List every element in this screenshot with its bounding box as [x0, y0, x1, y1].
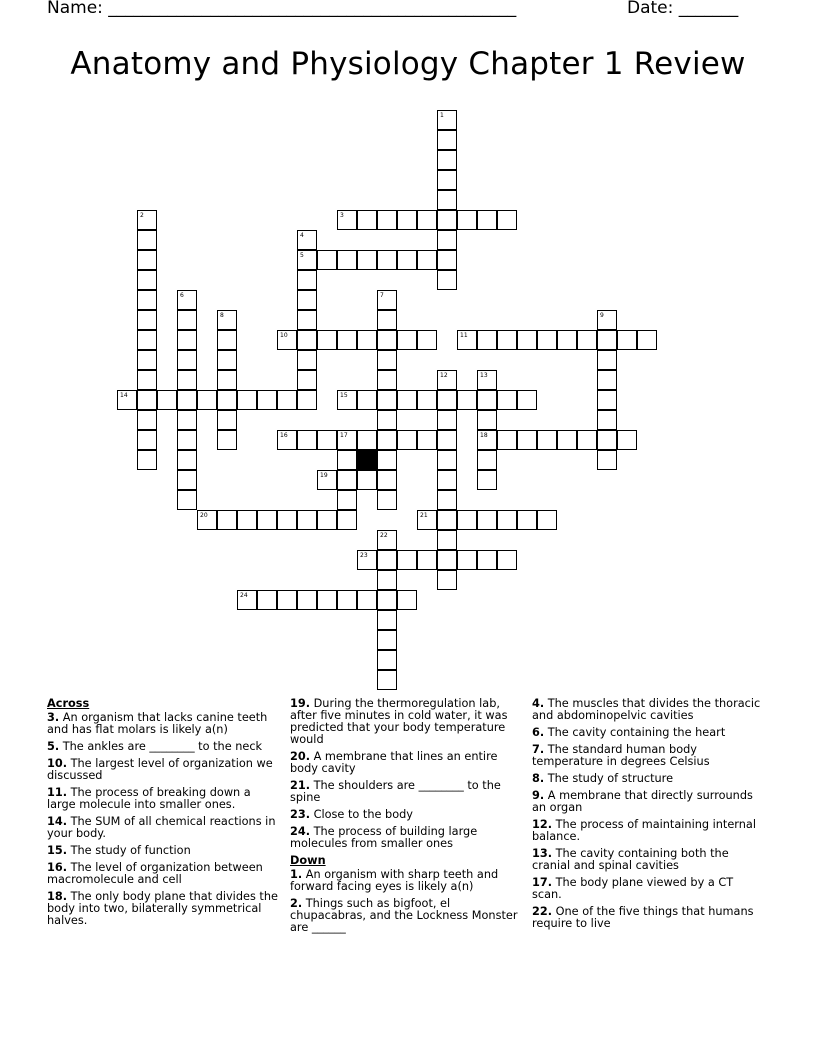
crossword-cell[interactable]	[377, 590, 397, 610]
crossword-cell[interactable]	[177, 470, 197, 490]
crossword-cell[interactable]	[477, 370, 497, 390]
clue-item: 6. The cavity containing the heart	[532, 726, 726, 739]
crossword-cell[interactable]	[537, 510, 557, 530]
across-heading: Across	[47, 697, 90, 710]
crossword-cell[interactable]	[497, 210, 517, 230]
clue-item: 1. An organism with sharp teeth and forward facing eyes is likely a(n)	[290, 868, 499, 893]
crossword-cell[interactable]	[157, 390, 177, 410]
crossword-cell[interactable]	[297, 330, 317, 350]
crossword-cell[interactable]	[517, 430, 537, 450]
clue-number: 6	[180, 292, 184, 299]
crossword-cell[interactable]	[437, 190, 457, 210]
crossword-cell[interactable]	[357, 430, 377, 450]
clue-item: 10. The largest level of organization we discussed	[47, 757, 273, 782]
crossword-cell[interactable]	[457, 550, 477, 570]
clue-item: 21. The shoulders are ________ to the spine	[290, 779, 501, 804]
crossword-cell[interactable]	[297, 590, 317, 610]
clue-number: 12	[440, 372, 448, 379]
clue-item: 16. The level of organization between macromolecule and cell	[47, 861, 263, 886]
crossword-cell[interactable]	[397, 250, 417, 270]
crossword-cell[interactable]	[117, 390, 137, 410]
clue-item: 23. Close to the body	[290, 808, 413, 821]
crossword-cell[interactable]	[417, 550, 437, 570]
crossword-cell[interactable]	[437, 210, 457, 230]
crossword-cell[interactable]	[217, 410, 237, 430]
crossword-cell[interactable]	[417, 510, 437, 530]
crossword-cell[interactable]	[337, 430, 357, 450]
crossword-cell[interactable]	[477, 470, 497, 490]
crossword-cell[interactable]	[437, 370, 457, 390]
crossword-cell[interactable]	[557, 330, 577, 350]
crossword-cell[interactable]	[357, 210, 377, 230]
date-line[interactable]: Date: _______	[627, 0, 739, 18]
crossword-cell[interactable]	[437, 570, 457, 590]
crossword-cell[interactable]	[357, 470, 377, 490]
crossword-cell[interactable]	[177, 430, 197, 450]
clue-number: 17	[340, 432, 348, 439]
name-line[interactable]: Name: ________________________________________________	[47, 0, 517, 18]
crossword-cell[interactable]	[477, 410, 497, 430]
crossword-cell[interactable]	[297, 370, 317, 390]
crossword-cell[interactable]	[597, 430, 617, 450]
crossword-cell[interactable]	[337, 590, 357, 610]
clue-item: 18. The only body plane that divides the body into two, bilaterally symmetrical halves.	[47, 890, 278, 927]
crossword-cell[interactable]	[377, 250, 397, 270]
crossword-cell[interactable]	[297, 350, 317, 370]
crossword-cell[interactable]	[177, 490, 197, 510]
crossword-cell[interactable]	[537, 330, 557, 350]
crossword-cell[interactable]	[357, 250, 377, 270]
crossword-cell[interactable]	[377, 610, 397, 630]
crossword-cell[interactable]	[477, 330, 497, 350]
clue-number: 19	[320, 472, 328, 479]
crossword-cell[interactable]	[477, 390, 497, 410]
crossword-cell[interactable]	[137, 290, 157, 310]
crossword-cell[interactable]	[497, 430, 517, 450]
crossword-cell[interactable]	[437, 490, 457, 510]
crossword-cell[interactable]	[417, 390, 437, 410]
crossword-cell[interactable]	[377, 350, 397, 370]
crossword-cell[interactable]	[377, 550, 397, 570]
crossword-cell[interactable]	[217, 430, 237, 450]
crossword-cell[interactable]	[417, 210, 437, 230]
crossword-cell[interactable]	[137, 230, 157, 250]
crossword-cell[interactable]	[517, 390, 537, 410]
clue-number: 7	[380, 292, 384, 299]
crossword-cell[interactable]	[137, 210, 157, 230]
crossword-cell[interactable]	[377, 370, 397, 390]
clue-item: 9. A membrane that directly surrounds an organ	[532, 789, 753, 814]
crossword-cell[interactable]	[177, 350, 197, 370]
crossword-cell[interactable]	[597, 310, 617, 330]
crossword-cell[interactable]	[437, 270, 457, 290]
crossword-cell[interactable]	[357, 330, 377, 350]
crossword-cell[interactable]	[417, 250, 437, 270]
crossword-cell[interactable]	[637, 330, 657, 350]
crossword-cell[interactable]	[337, 470, 357, 490]
crossword-cell[interactable]	[137, 310, 157, 330]
crossword-cell[interactable]	[277, 510, 297, 530]
crossword-cell[interactable]	[257, 390, 277, 410]
crossword-cell[interactable]	[397, 210, 417, 230]
crossword-cell[interactable]	[377, 310, 397, 330]
crossword-cell[interactable]	[477, 210, 497, 230]
crossword-cell[interactable]	[137, 330, 157, 350]
crossword-cell[interactable]	[377, 410, 397, 430]
page-title: Anatomy and Physiology Chapter 1 Review	[70, 46, 746, 82]
crossword-cell[interactable]	[297, 270, 317, 290]
crossword-cell[interactable]	[337, 510, 357, 530]
crossword-cell[interactable]	[177, 290, 197, 310]
crossword-cell[interactable]	[377, 330, 397, 350]
crossword-cell[interactable]	[357, 390, 377, 410]
crossword-cell[interactable]	[437, 470, 457, 490]
crossword-cell[interactable]	[217, 350, 237, 370]
crossword-cell[interactable]	[177, 390, 197, 410]
clue-item: 22. One of the five things that humans require to live	[532, 905, 754, 930]
crossword-cell[interactable]	[437, 170, 457, 190]
crossword-cell[interactable]	[277, 330, 297, 350]
crossword-cell[interactable]	[437, 390, 457, 410]
crossword-cell[interactable]	[317, 470, 337, 490]
clue-item: 24. The process of building large molecules from smaller ones	[290, 825, 478, 850]
clue-item: 20. A membrane that lines an entire body cavity	[290, 750, 498, 775]
crossword-cell[interactable]	[297, 290, 317, 310]
clue-number: 16	[280, 432, 288, 439]
crossword-cell[interactable]	[317, 330, 337, 350]
clue-number: 18	[480, 432, 488, 439]
crossword-cell[interactable]	[437, 430, 457, 450]
crossword-cell[interactable]	[437, 410, 457, 430]
clue-number: 11	[460, 332, 468, 339]
crossword-cell[interactable]	[377, 450, 397, 470]
crossword-cell[interactable]	[337, 390, 357, 410]
crossword-cell[interactable]	[597, 330, 617, 350]
clue-number: 1	[440, 112, 444, 119]
crossword-cell[interactable]	[437, 250, 457, 270]
crossword-cell[interactable]	[397, 330, 417, 350]
crossword-cell[interactable]	[297, 390, 317, 410]
crossword-cell[interactable]	[137, 350, 157, 370]
down-heading: Down	[290, 854, 326, 867]
clue-number: 2	[140, 212, 144, 219]
clue-item: 4. The muscles that divides the thoracic and abdominopelvic cavities	[532, 697, 761, 722]
crossword-cell[interactable]	[377, 570, 397, 590]
crossword-cell[interactable]	[217, 370, 237, 390]
crossword-cell[interactable]	[297, 230, 317, 250]
crossword-cell[interactable]	[397, 390, 417, 410]
crossword-cell[interactable]	[437, 230, 457, 250]
clue-item: 7. The standard human body temperature in degrees Celsius	[532, 743, 710, 768]
crossword-cell[interactable]	[477, 510, 497, 530]
crossword-cell[interactable]	[177, 330, 197, 350]
black-square	[357, 450, 377, 470]
crossword-cell[interactable]	[377, 650, 397, 670]
crossword-cell[interactable]	[437, 450, 457, 470]
crossword-cell[interactable]	[277, 430, 297, 450]
crossword-cell[interactable]	[517, 510, 537, 530]
clue-number: 22	[380, 532, 388, 539]
crossword-cell[interactable]	[377, 470, 397, 490]
crossword-cell[interactable]	[217, 390, 237, 410]
crossword-cell[interactable]	[337, 450, 357, 470]
crossword-cell[interactable]	[497, 550, 517, 570]
crossword-cell[interactable]	[297, 250, 317, 270]
clue-number: 20	[200, 512, 208, 519]
crossword-cell[interactable]	[137, 250, 157, 270]
crossword-cell[interactable]	[397, 550, 417, 570]
crossword-cell[interactable]	[297, 430, 317, 450]
crossword-cell[interactable]	[137, 390, 157, 410]
crossword-cell[interactable]	[617, 330, 637, 350]
clues-column-2	[290, 698, 522, 939]
crossword-cell[interactable]	[317, 590, 337, 610]
clue-number: 24	[240, 592, 248, 599]
clue-item: 14. The SUM of all chemical reactions in your body.	[47, 815, 276, 840]
crossword-cell[interactable]	[197, 510, 217, 530]
crossword-cell[interactable]	[177, 410, 197, 430]
crossword-cell[interactable]	[377, 490, 397, 510]
clue-item: 15. The study of function	[47, 844, 191, 857]
crossword-cell[interactable]	[177, 370, 197, 390]
crossword-cell[interactable]	[237, 390, 257, 410]
clue-number: 5	[300, 252, 304, 259]
crossword-cell[interactable]	[337, 250, 357, 270]
crossword-cell[interactable]	[357, 550, 377, 570]
crossword-cell[interactable]	[437, 130, 457, 150]
crossword-cell[interactable]	[197, 390, 217, 410]
crossword-cell[interactable]	[497, 510, 517, 530]
clue-number: 8	[220, 312, 224, 319]
crossword-cell[interactable]	[597, 350, 617, 370]
crossword-cell[interactable]	[437, 550, 457, 570]
crossword-cell[interactable]	[577, 430, 597, 450]
crossword-cell[interactable]	[337, 210, 357, 230]
crossword-cell[interactable]	[577, 330, 597, 350]
clue-item: 17. The body plane viewed by a CT scan.	[532, 876, 734, 901]
crossword-cell[interactable]	[477, 550, 497, 570]
crossword-cell[interactable]	[537, 430, 557, 450]
crossword-cell[interactable]	[437, 510, 457, 530]
clue-number: 21	[420, 512, 428, 519]
clue-number: 13	[480, 372, 488, 379]
crossword-cell[interactable]	[377, 290, 397, 310]
clue-item: 5. The ankles are ________ to the neck	[47, 740, 263, 753]
crossword-cell[interactable]	[137, 370, 157, 390]
clue-item: 2. Things such as bigfoot, el chupacabras, and the Lockness Monster are ______	[290, 897, 518, 934]
crossword-cell[interactable]	[457, 330, 477, 350]
clue-number: 9	[600, 312, 604, 319]
crossword-cell[interactable]	[557, 430, 577, 450]
clue-item: 8. The study of structure	[532, 772, 674, 785]
crossword-cell[interactable]	[437, 150, 457, 170]
crossword-cell[interactable]	[377, 670, 397, 690]
crossword-cell[interactable]	[177, 310, 197, 330]
crossword-cell[interactable]	[417, 430, 437, 450]
crossword-cell[interactable]	[517, 330, 537, 350]
crossword-cell[interactable]	[237, 590, 257, 610]
crossword-cell[interactable]	[397, 430, 417, 450]
crossword-cell[interactable]	[317, 430, 337, 450]
crossword-cell[interactable]	[137, 450, 157, 470]
crossword-cell[interactable]	[617, 430, 637, 450]
crossword-cell[interactable]	[297, 510, 317, 530]
clue-number: 14	[120, 392, 128, 399]
crossword-cell[interactable]	[337, 330, 357, 350]
crossword-cell[interactable]	[257, 510, 277, 530]
clue-number: 10	[280, 332, 288, 339]
crossword-cell[interactable]	[217, 510, 237, 530]
crossword-cell[interactable]	[457, 510, 477, 530]
crossword-cell[interactable]	[597, 450, 617, 470]
crossword-cell[interactable]	[457, 390, 477, 410]
crossword-cell[interactable]	[297, 310, 317, 330]
crossword-cell[interactable]	[217, 330, 237, 350]
clue-item: 13. The cavity containing both the cranial and spinal cavities	[532, 847, 729, 872]
clue-number: 4	[300, 232, 304, 239]
crossword-cell[interactable]	[177, 450, 197, 470]
clue-number: 15	[340, 392, 348, 399]
crossword-cell[interactable]	[357, 590, 377, 610]
clue-item: 19. During the thermoregulation lab, after five minutes in cold water, it was predicted that your body temperature would	[290, 697, 508, 746]
crossword-cell[interactable]	[137, 410, 157, 430]
crossword-cell[interactable]	[317, 510, 337, 530]
crossword-cell[interactable]	[237, 510, 257, 530]
crossword-cell[interactable]	[337, 490, 357, 510]
crossword-cell[interactable]	[437, 110, 457, 130]
crossword-cell[interactable]	[277, 590, 297, 610]
clues-column-1	[47, 698, 279, 932]
crossword-cell[interactable]	[277, 390, 297, 410]
clues-column-3	[532, 698, 764, 935]
crossword-cell[interactable]	[377, 630, 397, 650]
crossword-cell[interactable]	[377, 390, 397, 410]
clue-item: 3. An organism that lacks canine teeth and has flat molars is likely a(n)	[47, 711, 268, 736]
crossword-cell[interactable]	[457, 210, 477, 230]
crossword-cell[interactable]	[597, 390, 617, 410]
crossword-cell[interactable]	[377, 210, 397, 230]
crossword-cell[interactable]	[137, 270, 157, 290]
crossword-cell[interactable]	[257, 590, 277, 610]
clue-item: 11. The process of breaking down a large molecule into smaller ones.	[47, 786, 251, 811]
crossword-cell[interactable]	[397, 590, 417, 610]
crossword-cell[interactable]	[477, 430, 497, 450]
crossword-cell[interactable]	[477, 450, 497, 470]
crossword-cell[interactable]	[497, 390, 517, 410]
crossword-cell[interactable]	[597, 370, 617, 390]
clue-number: 3	[340, 212, 344, 219]
crossword-cell[interactable]	[597, 410, 617, 430]
crossword-cell[interactable]	[137, 430, 157, 450]
crossword-cell[interactable]	[417, 330, 437, 350]
crossword-cell[interactable]	[217, 310, 237, 330]
crossword-cell[interactable]	[377, 430, 397, 450]
crossword-cell[interactable]	[437, 530, 457, 550]
crossword-cell[interactable]	[317, 250, 337, 270]
crossword-cell[interactable]	[377, 530, 397, 550]
clue-number: 23	[360, 552, 368, 559]
clue-item: 12. The process of maintaining internal balance.	[532, 818, 756, 843]
crossword-cell[interactable]	[497, 330, 517, 350]
